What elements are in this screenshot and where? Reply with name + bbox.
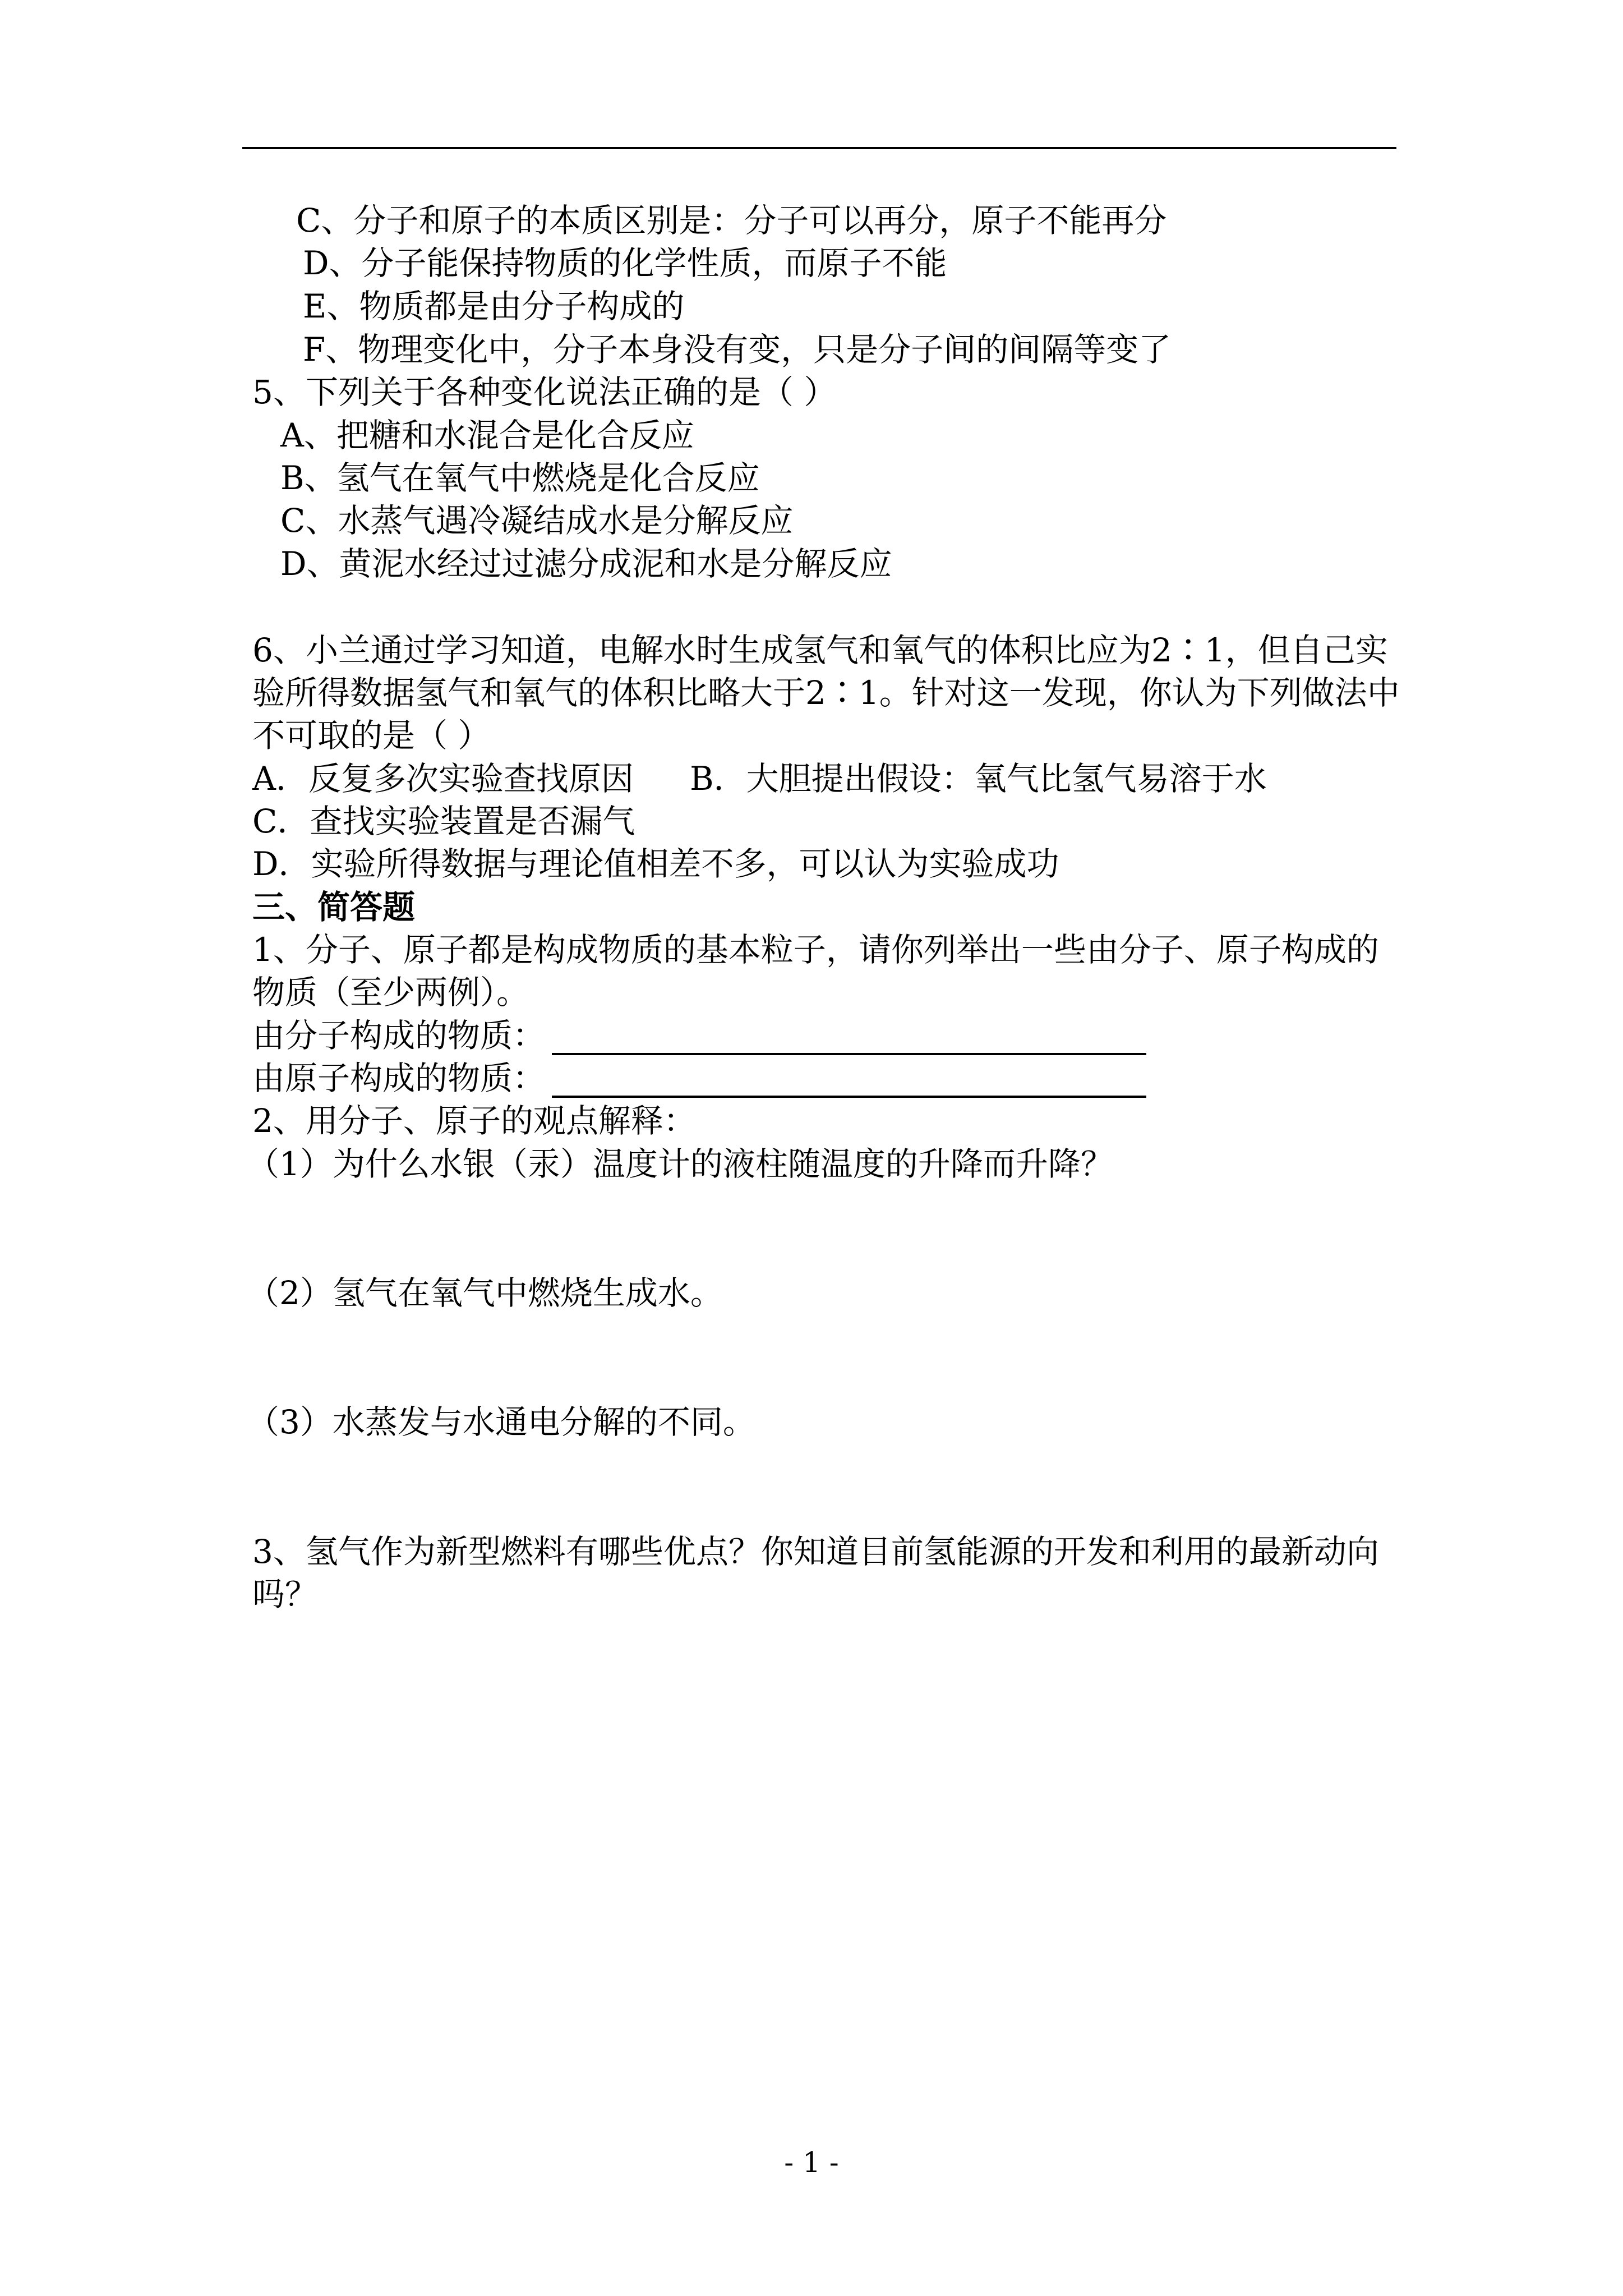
section-heading: 三、简答题 [252,888,416,926]
s3-q3-stem-line-2: 吗？ [252,1575,318,1613]
s3-q3-stem-line-1: 3、氢气作为新型燃料有哪些优点？你知道目前氢能源的开发和利用的最新动向 [252,1533,1379,1571]
q5-stem: 5、下列关于各种变化说法正确的是（ ） [252,373,837,411]
q4-option-e: E、物质都是由分子构成的 [303,287,685,325]
q5-option-c: C、水蒸气遇冷凝结成水是分解反应 [280,501,794,540]
atom-answer-blank[interactable] [552,1066,1146,1098]
q6-option-b: B．大胆提出假设：氧气比氢气易溶于水 [690,760,1267,798]
s3-q1-stem-line-1: 1、分子、原子都是构成物质的基本粒子，请你列举出一些由分子、原子构成的 [252,931,1379,969]
header-rule [242,147,1396,149]
q6-stem-line-1: 6、小兰通过学习知道，电解水时生成氢气和氧气的体积比应为2∶1，但自己实 [252,631,1388,669]
q4-option-d: D、分子能保持物质的化学性质，而原子不能 [303,244,947,282]
q6-stem-line-3: 不可取的是（ ） [252,716,491,754]
s3-q1-stem-line-2: 物质（至少两例）。 [252,973,529,1011]
q4-option-c: C、分子和原子的本质区别是：分子可以再分，原子不能再分 [296,201,1167,240]
molecule-answer-blank[interactable] [552,1024,1146,1055]
q6-stem-line-2: 验所得数据氢气和氧气的体积比略大于2∶1。针对这一发现，你认为下列做法中 [252,674,1400,712]
molecule-answer-label: 由分子构成的物质： [252,1016,546,1055]
q5-option-a: A、把糖和水混合是化合反应 [280,416,694,454]
s3-q2-part-2: （2）氢气在氧气中燃烧生成水。 [247,1274,723,1312]
s3-q2-part-1: （1）为什么水银（汞）温度计的液柱随温度的升降而升降？ [247,1145,1113,1183]
q6-option-d: D．实验所得数据与理论值相差不多，可以认为实验成功 [252,845,1059,883]
s3-q2-part-3: （3）水蒸发与水通电分解的不同。 [247,1403,755,1441]
s3-q2-stem: 2、用分子、原子的观点解释： [252,1102,696,1140]
q5-option-b: B、氢气在氧气中燃烧是化合反应 [280,459,760,497]
q6-option-c: C．查找实验装置是否漏气 [252,802,635,840]
q5-option-d: D、黄泥水经过过滤分成泥和水是分解反应 [280,545,892,583]
q6-option-a: A．反复多次实验查找原因 [252,760,634,798]
molecule-answer-row [252,1016,1146,1055]
atom-answer-row [252,1059,1146,1098]
page-number: - 1 - [784,2146,839,2179]
q4-option-f: F、物理变化中，分子本身没有变，只是分子间的间隔等变了 [303,330,1172,369]
atom-answer-label: 由原子构成的物质： [252,1059,546,1097]
